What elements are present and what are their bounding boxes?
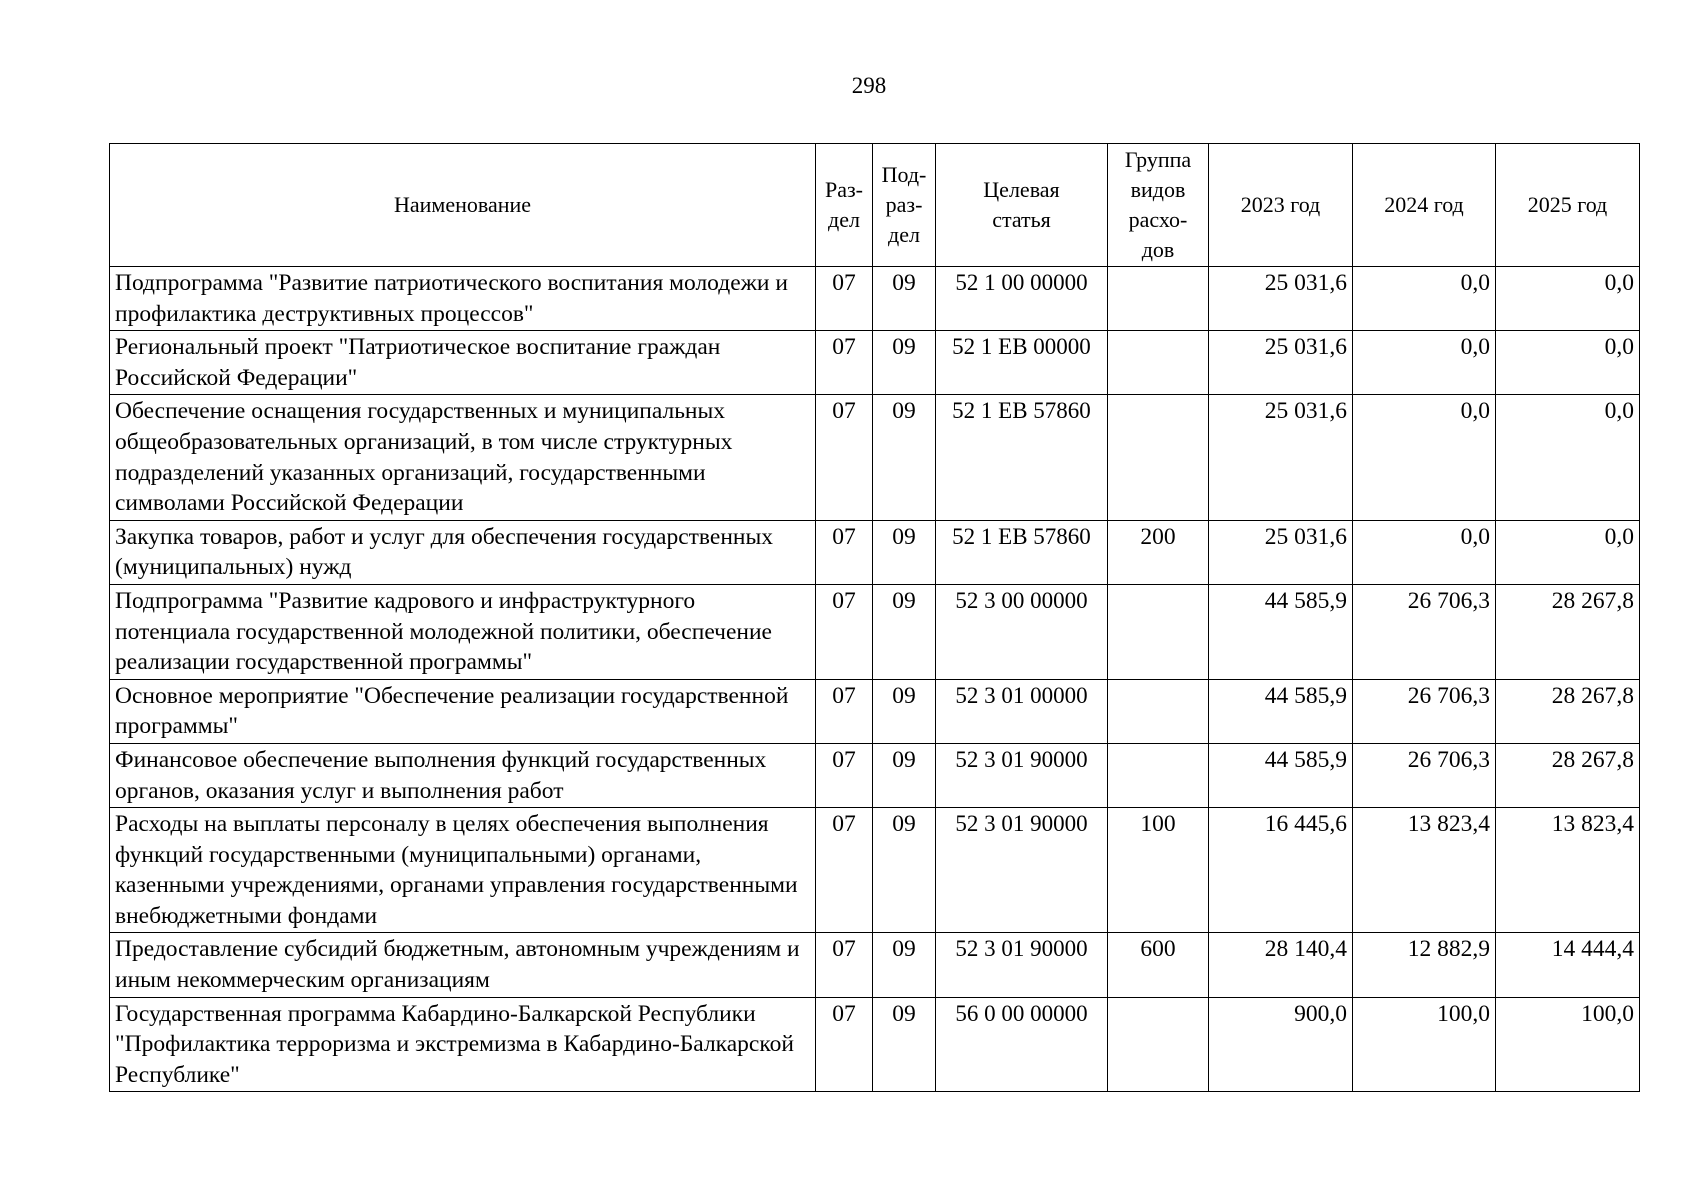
cell-podrazdel: 09 [873, 997, 936, 1092]
cell-2024: 26 706,3 [1353, 743, 1496, 807]
cell-2023: 25 031,6 [1209, 331, 1353, 395]
cell-2023: 900,0 [1209, 997, 1353, 1092]
cell-group [1108, 267, 1209, 331]
cell-group [1108, 395, 1209, 520]
header-target [936, 144, 1108, 267]
cell-2024: 12 882,9 [1353, 933, 1496, 997]
cell-podrazdel: 09 [873, 933, 936, 997]
header-2025: 2025 год [1496, 144, 1640, 267]
cell-target: 56 0 00 00000 [936, 997, 1108, 1092]
table-row [110, 997, 1640, 1092]
header-podrazdel-line: раз- [885, 192, 923, 217]
cell-target: 52 3 00 00000 [936, 584, 1108, 679]
cell-2023: 25 031,6 [1209, 395, 1353, 520]
cell-group [1108, 679, 1209, 743]
cell-target: 52 3 01 00000 [936, 679, 1108, 743]
table-row [110, 331, 1640, 395]
cell-target: 52 1 ЕВ 00000 [936, 331, 1108, 395]
table-row [110, 395, 1640, 520]
table-row [110, 808, 1640, 933]
cell-podrazdel: 09 [873, 395, 936, 520]
cell-2025: 0,0 [1496, 331, 1640, 395]
cell-group [1108, 584, 1209, 679]
cell-name: Подпрограмма "Развитие кадрового и инфраструктурного потенциала государственной молодежной политики, обеспечение реализации государственной программы" [110, 584, 816, 679]
cell-2024: 26 706,3 [1353, 679, 1496, 743]
cell-razdel: 07 [816, 520, 873, 584]
header-group-line: видов [1130, 177, 1186, 202]
cell-2025: 28 267,8 [1496, 743, 1640, 807]
budget-table [109, 143, 1640, 1092]
cell-name: Предоставление субсидий бюджетным, автономным учреждениям и иным некоммерческим организациям [110, 933, 816, 997]
header-podrazdel [873, 144, 936, 267]
header-podrazdel-line: Под- [881, 162, 927, 187]
header-target-line: статья [992, 207, 1051, 232]
cell-2024: 0,0 [1353, 331, 1496, 395]
cell-name: Государственная программа Кабардино-Балкарской Республики "Профилактика терроризма и экстремизма в Кабардино-Балкарской Республике" [110, 997, 816, 1092]
header-razdel [816, 144, 873, 267]
cell-razdel: 07 [816, 267, 873, 331]
cell-target: 52 1 00 00000 [936, 267, 1108, 331]
cell-group: 600 [1108, 933, 1209, 997]
cell-razdel: 07 [816, 679, 873, 743]
cell-group [1108, 997, 1209, 1092]
cell-name: Основное мероприятие "Обеспечение реализации государственной программы" [110, 679, 816, 743]
table-row [110, 933, 1640, 997]
cell-podrazdel: 09 [873, 584, 936, 679]
header-razdel-line: дел [828, 207, 860, 232]
cell-podrazdel: 09 [873, 743, 936, 807]
cell-target: 52 3 01 90000 [936, 743, 1108, 807]
table-row [110, 743, 1640, 807]
cell-target: 52 1 ЕВ 57860 [936, 395, 1108, 520]
page-number: 298 [851, 73, 887, 98]
cell-razdel: 07 [816, 331, 873, 395]
cell-2023: 28 140,4 [1209, 933, 1353, 997]
cell-razdel: 07 [816, 808, 873, 933]
cell-razdel: 07 [816, 997, 873, 1092]
cell-2024: 0,0 [1353, 267, 1496, 331]
table-row [110, 584, 1640, 679]
cell-name: Расходы на выплаты персоналу в целях обеспечения выполнения функций государственными (муниципальными) органами, казенными учреждениями, органами управления государственными внебюджетными фондами [110, 808, 816, 933]
cell-podrazdel: 09 [873, 267, 936, 331]
cell-2025: 0,0 [1496, 267, 1640, 331]
header-name: Наименование [110, 144, 816, 267]
cell-group [1108, 743, 1209, 807]
cell-2023: 25 031,6 [1209, 267, 1353, 331]
cell-2024: 0,0 [1353, 520, 1496, 584]
header-2024: 2024 год [1353, 144, 1496, 267]
table-row [110, 520, 1640, 584]
cell-target: 52 3 01 90000 [936, 808, 1108, 933]
header-target-line: Целевая [983, 177, 1060, 202]
cell-2024: 100,0 [1353, 997, 1496, 1092]
cell-razdel: 07 [816, 933, 873, 997]
cell-2023: 44 585,9 [1209, 584, 1353, 679]
cell-2023: 16 445,6 [1209, 808, 1353, 933]
table-row [110, 267, 1640, 331]
cell-name: Закупка товаров, работ и услуг для обеспечения государственных (муниципальных) нужд [110, 520, 816, 584]
cell-2025: 28 267,8 [1496, 584, 1640, 679]
cell-2023: 44 585,9 [1209, 743, 1353, 807]
cell-name: Обеспечение оснащения государственных и муниципальных общеобразовательных организаций, в том числе структурных подразделений указанных организаций, государственными символами Российской Федерации [110, 395, 816, 520]
cell-razdel: 07 [816, 584, 873, 679]
cell-target: 52 1 ЕВ 57860 [936, 520, 1108, 584]
cell-target: 52 3 01 90000 [936, 933, 1108, 997]
cell-2025: 100,0 [1496, 997, 1640, 1092]
cell-2024: 13 823,4 [1353, 808, 1496, 933]
cell-2025: 14 444,4 [1496, 933, 1640, 997]
header-group-line: Группа [1124, 147, 1192, 172]
cell-podrazdel: 09 [873, 679, 936, 743]
cell-2025: 13 823,4 [1496, 808, 1640, 933]
cell-2024: 0,0 [1353, 395, 1496, 520]
cell-group [1108, 331, 1209, 395]
header-2023: 2023 год [1209, 144, 1353, 267]
cell-podrazdel: 09 [873, 331, 936, 395]
header-group-line: дов [1141, 237, 1175, 262]
cell-2025: 28 267,8 [1496, 679, 1640, 743]
header-podrazdel-line: дел [888, 222, 920, 247]
cell-group: 100 [1108, 808, 1209, 933]
cell-razdel: 07 [816, 743, 873, 807]
table-row [110, 679, 1640, 743]
header-row [110, 144, 1640, 267]
cell-podrazdel: 09 [873, 520, 936, 584]
cell-razdel: 07 [816, 395, 873, 520]
cell-2025: 0,0 [1496, 520, 1640, 584]
cell-2023: 44 585,9 [1209, 679, 1353, 743]
header-razdel-line: Раз- [824, 177, 864, 202]
cell-2025: 0,0 [1496, 395, 1640, 520]
cell-podrazdel: 09 [873, 808, 936, 933]
cell-2023: 25 031,6 [1209, 520, 1353, 584]
cell-name: Подпрограмма "Развитие патриотического воспитания молодежи и профилактика деструктивных процессов" [110, 267, 816, 331]
header-group [1108, 144, 1209, 267]
cell-2024: 26 706,3 [1353, 584, 1496, 679]
cell-name: Региональный проект "Патриотическое воспитание граждан Российской Федерации" [110, 331, 816, 395]
cell-name: Финансовое обеспечение выполнения функций государственных органов, оказания услуг и выполнения работ [110, 743, 816, 807]
cell-group: 200 [1108, 520, 1209, 584]
header-group-line: расхо- [1128, 207, 1188, 232]
